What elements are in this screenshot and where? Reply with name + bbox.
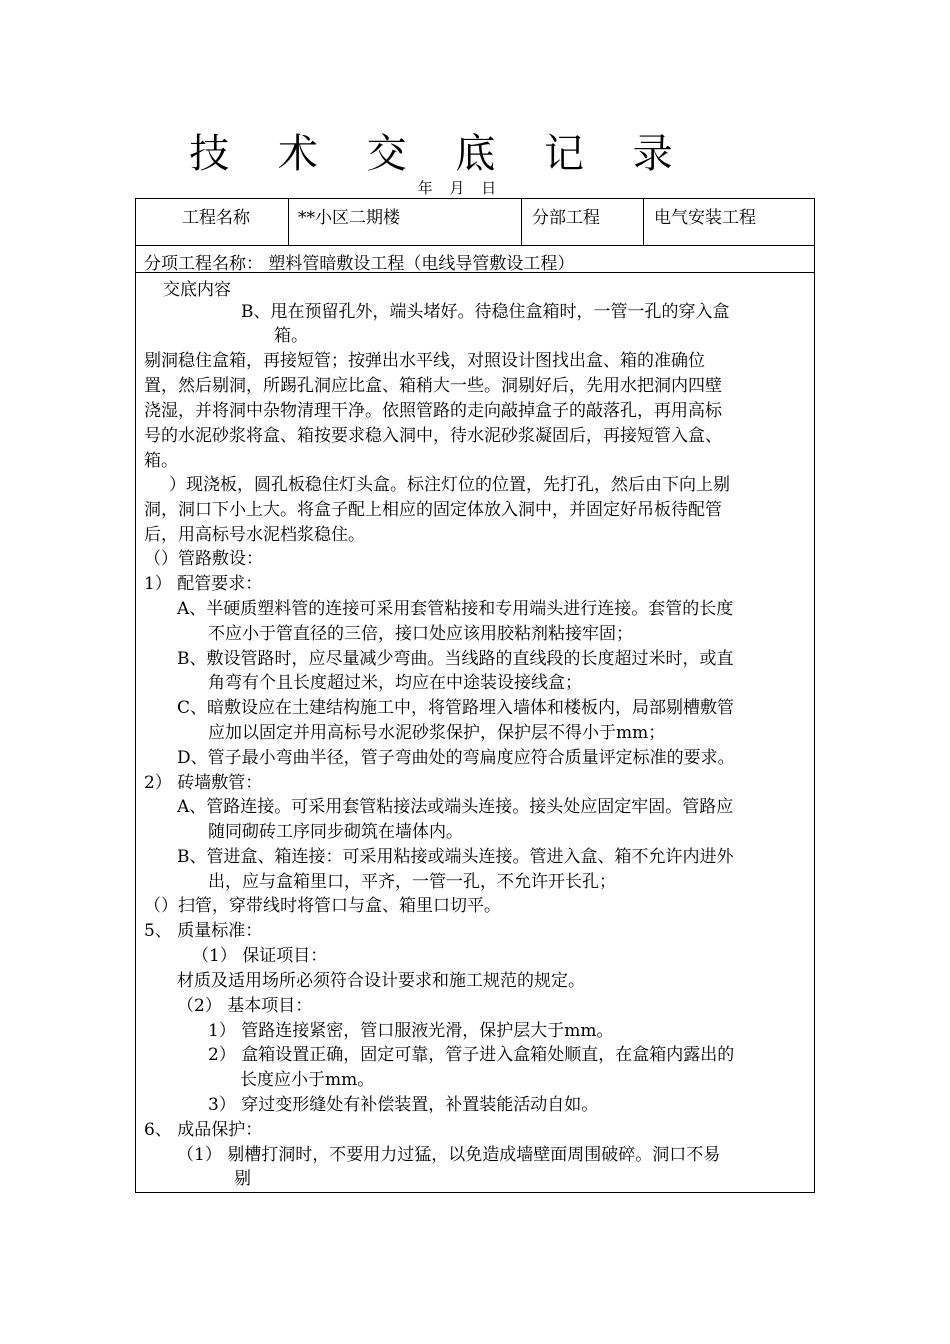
- content-line: 1） 配管要求：: [144, 574, 263, 594]
- record-table: [135, 198, 815, 1193]
- content-line: D、管子最小弯曲半径，管子弯曲处的弯扁度应符合质量评定标准的要求。: [177, 748, 735, 768]
- column-divider: [521, 199, 522, 245]
- content-line: 置，然后剔洞，所踢孔洞应比盒、箱稍大一些。洞剔好后，先用水把洞内四壁: [144, 376, 722, 396]
- project-name-label: 工程名称: [182, 208, 250, 228]
- content-line: 应加以固定并用高标号水泥砂浆保护，保护层不得小于mm；: [208, 723, 666, 743]
- date-line: 年 月 日: [417, 179, 503, 197]
- content-line: 不应小于管直径的三倍，接口处应该用胶粘剂粘接牢固；: [208, 624, 633, 644]
- content-line: B、甩在预留孔外，端头堵好。待稳住盒箱时，一管一孔的穿入盒: [241, 302, 730, 322]
- content-line: （）管路敷设：: [144, 549, 263, 569]
- content-line: （）扫管，穿带线时将管口与盒、箱里口切平。: [144, 896, 501, 916]
- content-line: 5、 质量标准：: [144, 921, 263, 941]
- content-line: 箱。: [274, 326, 308, 346]
- content-line: 出，应与盒箱里口，平齐，一管一孔，不允许开长孔；: [208, 872, 616, 892]
- content-line: 随同砌砖工序同步砌筑在墙体内。: [208, 822, 463, 842]
- content-line: B、管进盒、箱连接：可采用粘接或端头连接。管进入盒、箱不允许内进外: [177, 847, 734, 867]
- subitem-name: 分项工程名称： 塑料管暗敷设工程（电线导管敷设工程）: [144, 254, 575, 274]
- content-line: 6、 成品保护：: [144, 1120, 263, 1140]
- content-line: A、管路连接。可采用套管粘接法或端头连接。接头处应固定牢固。管路应: [177, 797, 734, 817]
- document-title: 技 术 交 底 记 录: [189, 131, 691, 177]
- content-line: （2） 基本项目：: [177, 996, 313, 1016]
- content-line: （1） 保证项目：: [192, 946, 328, 966]
- content-line: A、半硬质塑料管的连接可采用套管粘接和专用端头进行连接。套管的长度: [177, 599, 734, 619]
- content-line: 号的水泥砂浆将盒、箱按要求稳入洞中，待水泥砂浆凝固后，再接短管入盒、: [144, 426, 722, 446]
- content-line: C、暗敷设应在土建结构施工中，将管路埋入墙体和楼板内，局部剔槽敷管: [177, 698, 735, 718]
- division-label: 分部工程: [532, 208, 600, 228]
- column-divider: [288, 199, 289, 245]
- content-line: 2） 砖墙敷管：: [144, 773, 263, 793]
- content-label: 交底内容: [163, 280, 231, 300]
- division-value: 电气安装工程: [654, 208, 756, 228]
- content-line: 浇湿，并将洞中杂物清理干净。依照管路的走向敲掉盒子的敲落孔，再用高标: [144, 401, 722, 421]
- content-line: 剔洞稳住盒箱，再接短管；按弹出水平线，对照设计图找出盒、箱的准确位: [144, 351, 705, 371]
- content-line: 箱。: [144, 451, 178, 471]
- content-line: 1） 管路连接紧密，管口服液光滑，保护层大于mm。: [208, 1021, 614, 1041]
- project-name-value: **小区二期楼: [298, 208, 400, 228]
- content-line: （1） 剔槽打洞时，不要用力过猛，以免造成墙壁面周围破碎。洞口不易: [177, 1145, 721, 1165]
- row-divider: [136, 245, 814, 246]
- column-divider: [643, 199, 644, 245]
- content-line: B、敷设管路时，应尽量减少弯曲。当线路的直线段的长度超过米时，或直: [177, 649, 734, 669]
- content-line: 后，用高标号水泥档浆稳住。: [144, 525, 365, 545]
- content-line: 材质及适用场所必须符合设计要求和施工规范的规定。: [177, 971, 585, 991]
- content-line: 长度应小于mm。: [240, 1070, 375, 1090]
- content-line: 洞，洞口下小上大。将盒子配上相应的固定体放入洞中，并固定好吊板待配管: [144, 500, 722, 520]
- content-line: 3） 穿过变形缝处有补偿装置，补置装能活动自如。: [208, 1095, 599, 1115]
- content-line: 角弯有个且长度超过米，均应在中途装设接线盒；: [208, 673, 582, 693]
- content-line: ）现浇板，圆孔板稳住灯头盒。标注灯位的位置，先打孔，然后由下向上剔: [169, 475, 730, 495]
- content-line: 2） 盒箱设置正确，固定可靠，管子进入盒箱处顺直，在盒箱内露出的: [208, 1045, 735, 1065]
- content-line: 剔: [234, 1169, 251, 1189]
